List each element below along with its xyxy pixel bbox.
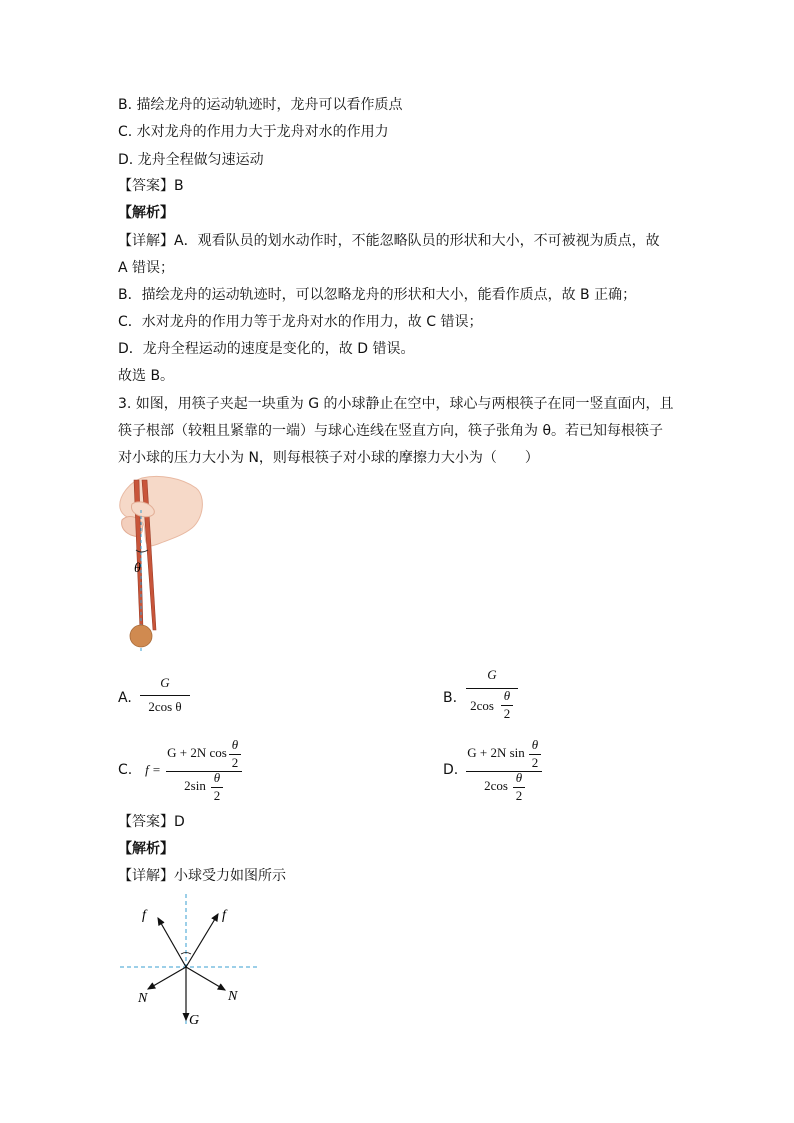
option-d-denominator: 2cos [484, 778, 508, 793]
chopsticks-figure [112, 474, 212, 654]
option-d-numerator: G + 2N sin [467, 745, 525, 760]
explanation-line: 【详解】A．观看队员的划水动作时，不能忽略队员的形状和大小，不可被视为质点，故 [118, 233, 660, 249]
option-d-num-two: 2 [531, 755, 539, 770]
normal-right-label: N [228, 989, 238, 1004]
option-a-fraction-bar [140, 695, 190, 696]
analysis-heading-2: 【解析】 [118, 841, 174, 857]
option-b-denominator: 2cos [470, 698, 494, 713]
answer-line-2: 【答案】D [118, 814, 185, 830]
question-3-line: 3. 如图，用筷子夹起一块重为 G 的小球静止在空中，球心与两根筷子在同一竖直面内，且 [118, 396, 674, 412]
explanation-force-intro: 【详解】小球受力如图所示 [118, 868, 286, 884]
option-c-den-two: 2 [213, 788, 221, 803]
option-c-den-theta: θ [213, 770, 221, 785]
explanation-line: D．龙舟全程运动的速度是变化的，故 D 错误。 [118, 341, 415, 357]
option-d-den-theta: θ [515, 770, 523, 785]
gravity-label: G [189, 1013, 200, 1028]
option-a-numerator: G [160, 675, 170, 690]
question-3-line: 筷子根部（较粗且紧靠的一端）与球心连线在竖直方向，筷子张角为 θ。若已知每根筷子 [118, 423, 664, 439]
conclusion-line: 故选 B。 [118, 368, 175, 384]
option-c-numerator: G + 2N cos [167, 745, 227, 760]
option-c-question: C. 水对龙舟的作用力大于龙舟对水的作用力 [118, 124, 389, 140]
force-diagram [118, 892, 268, 1032]
answer-line-1: 【答案】B [118, 178, 184, 194]
question-3-line: 对小球的压力大小为 N，则每根筷子对小球的摩擦力大小为（ ） [118, 450, 539, 466]
option-c-label: C. [118, 762, 133, 778]
explanation-line: C．水对龙舟的作用力等于龙舟对水的作用力，故 C 错误； [118, 314, 483, 330]
option-b-theta: θ [503, 688, 511, 703]
friction-left-label: f [142, 908, 146, 923]
option-d-label: D. [443, 762, 459, 778]
friction-right-label: f [222, 908, 226, 923]
explanation-line: A 错误； [118, 260, 175, 276]
option-b-question: B. 描绘龙舟的运动轨迹时，龙舟可以看作质点 [118, 97, 403, 113]
option-d-question: D. 龙舟全程做匀速运动 [118, 152, 264, 168]
theta-label: θ [134, 561, 141, 576]
option-b-two: 2 [503, 706, 511, 721]
option-a-label: A. [118, 690, 132, 706]
option-c-lhs: f = [145, 762, 161, 777]
option-c-denominator: 2sin [184, 778, 206, 793]
normal-left-label: N [138, 991, 148, 1006]
option-a-denominator: 2cos θ [148, 699, 182, 714]
option-d-den-two: 2 [515, 788, 523, 803]
option-d-fraction-bar [466, 771, 542, 772]
option-c-num-two: 2 [231, 755, 239, 770]
option-d-num-theta: θ [531, 737, 539, 752]
option-b-numerator: G [487, 667, 497, 682]
analysis-heading-1: 【解析】 [118, 205, 174, 221]
option-b-label: B. [443, 690, 458, 706]
option-c-fraction-bar [166, 771, 242, 772]
explanation-line: B．描绘龙舟的运动轨迹时，可以忽略龙舟的形状和大小，能看作质点，故 B 正确； [118, 287, 637, 303]
option-c-num-theta: θ [231, 737, 239, 752]
